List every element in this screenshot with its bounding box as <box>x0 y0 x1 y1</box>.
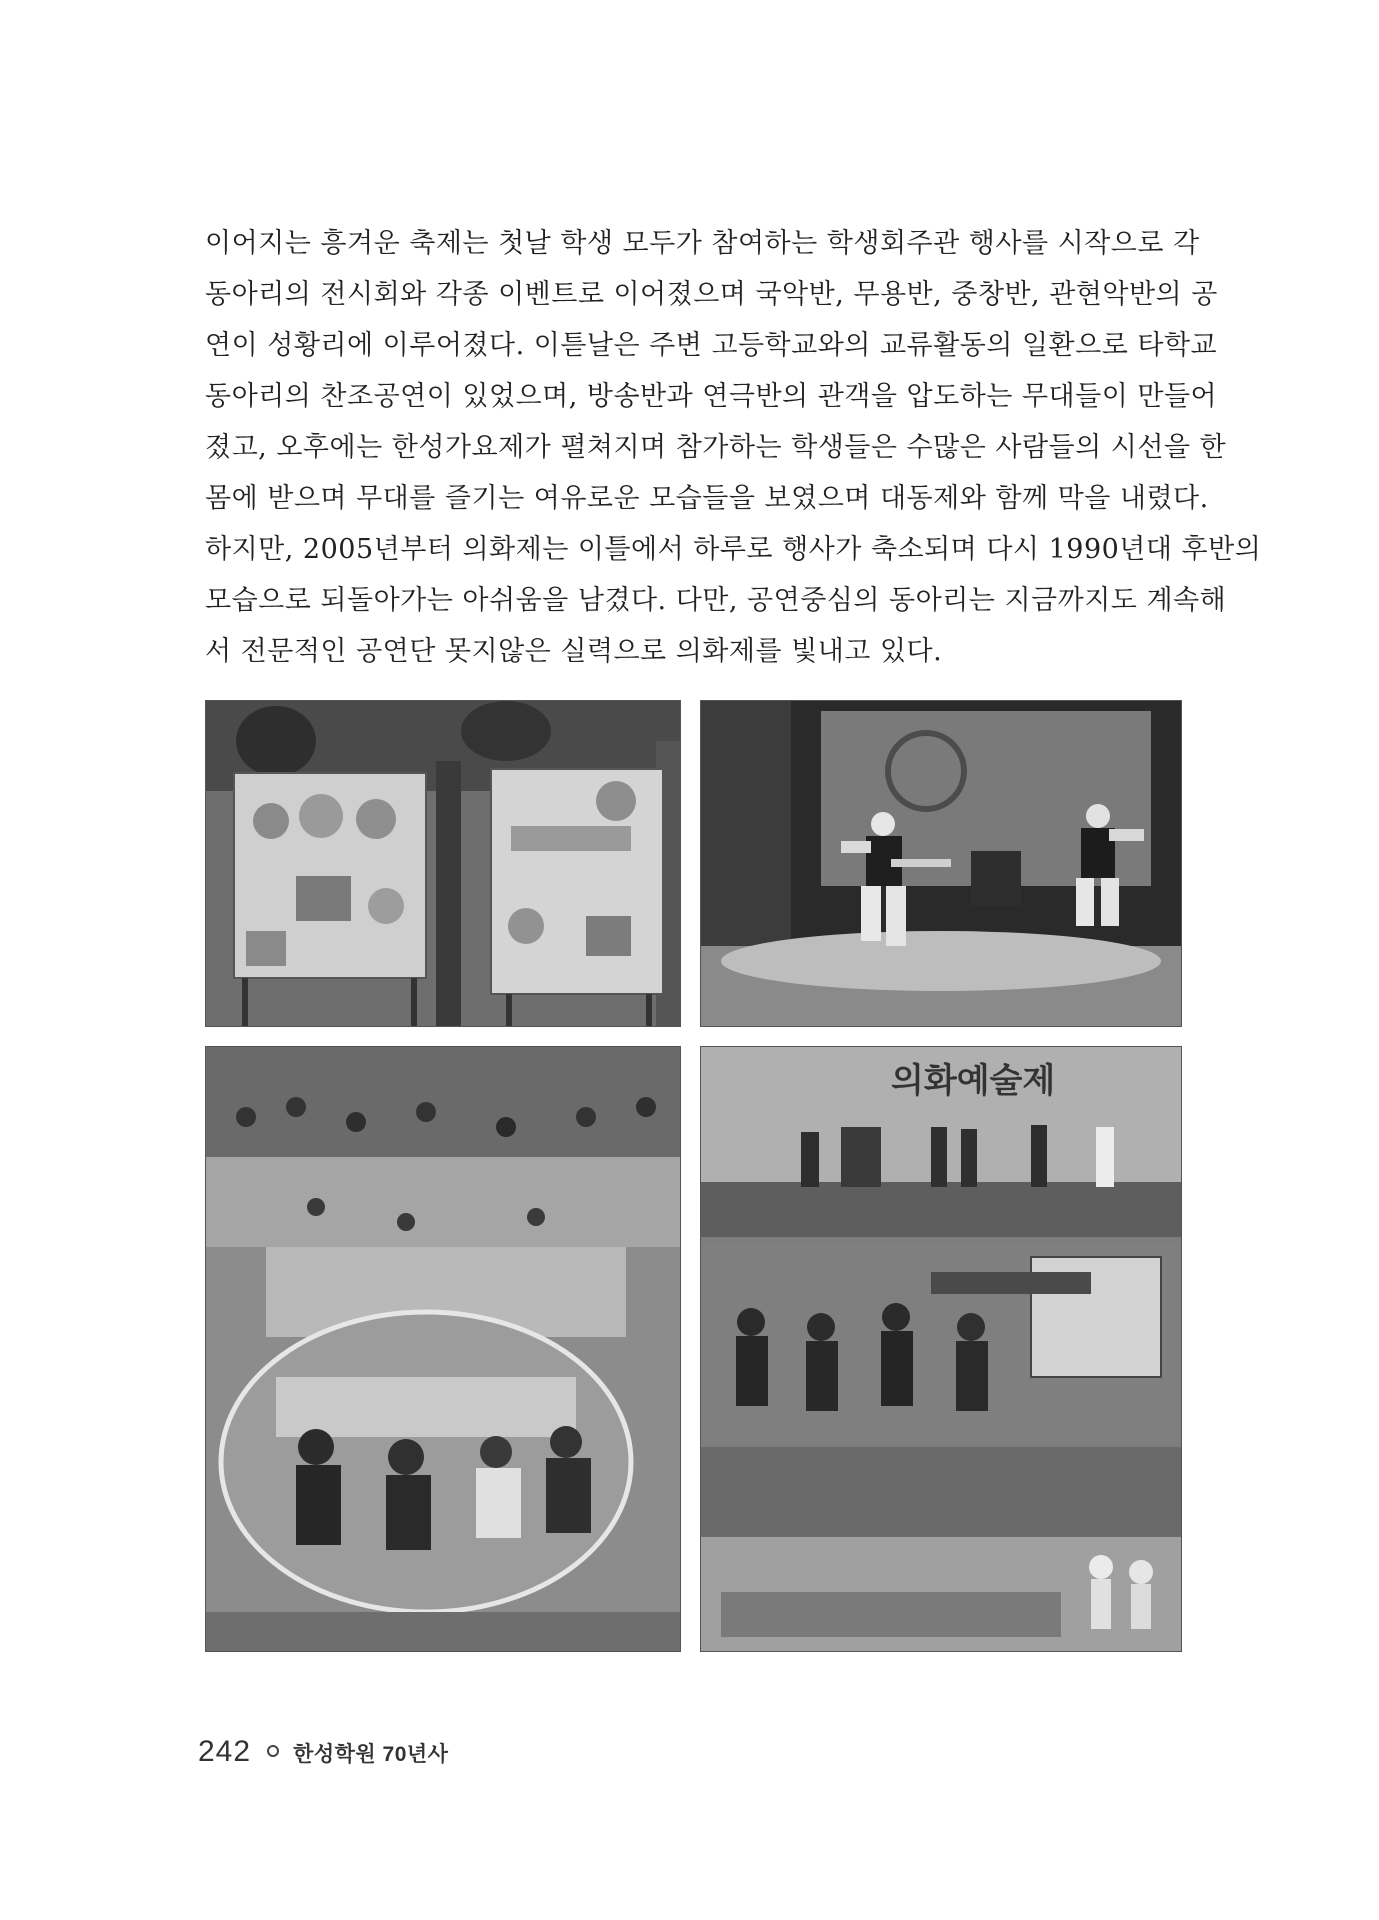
body-line: 이어지는 흥겨운 축제는 첫날 학생 모두가 참여하는 학생회주관 행사를 시작으로 각 <box>205 228 1200 259</box>
exhibition-crowd-image <box>206 1047 680 1651</box>
body-paragraph <box>205 218 1262 677</box>
stage-dance-photo <box>700 700 1182 1027</box>
exhibition-boards-photo <box>205 700 681 1027</box>
bullet-circle-icon <box>267 1745 279 1757</box>
stage-dance-image <box>701 701 1181 1026</box>
body-line: 동아리의 찬조공연이 있었으며, 방송반과 연극반의 관객을 압도하는 무대들이 만들어 <box>205 381 1218 412</box>
photo-grid <box>205 700 1181 1650</box>
art-festival-image <box>701 1047 1181 1651</box>
exhibition-crowd-photo <box>205 1046 681 1652</box>
page-footer <box>198 1735 448 1775</box>
page-number: 242 <box>198 1735 252 1768</box>
book-title: 한성학원 70년사 <box>293 1743 449 1766</box>
body-line: 서 전문적인 공연단 못지않은 실력으로 의화제를 빛내고 있다. <box>205 636 943 667</box>
exhibition-boards-image <box>206 701 680 1026</box>
body-line: 졌고, 오후에는 한성가요제가 펼쳐지며 참가하는 학생들은 수많은 사람들의 시선을 한 <box>205 432 1227 463</box>
body-line: 동아리의 전시회와 각종 이벤트로 이어졌으며 국악반, 무용반, 중창반, 관현악반의 공 <box>205 279 1218 310</box>
body-line: 모습으로 되돌아가는 아쉬움을 남겼다. 다만, 공연중심의 동아리는 지금까지도 계속해 <box>205 585 1227 616</box>
body-line: 연이 성황리에 이루어졌다. 이튿날은 주변 고등학교와의 교류활동의 일환으로 타학교 <box>205 330 1218 361</box>
body-line: 몸에 받으며 무대를 즐기는 여유로운 모습들을 보였으며 대동제와 함께 막을 내렸다. <box>205 483 1209 514</box>
festival-banner-text: 의화예술제 <box>891 1061 1056 1101</box>
body-line: 하지만, 2005년부터 의화제는 이틀에서 하루로 행사가 축소되며 다시 1990년대 후반의 <box>205 534 1262 565</box>
art-festival-photo <box>700 1046 1182 1652</box>
